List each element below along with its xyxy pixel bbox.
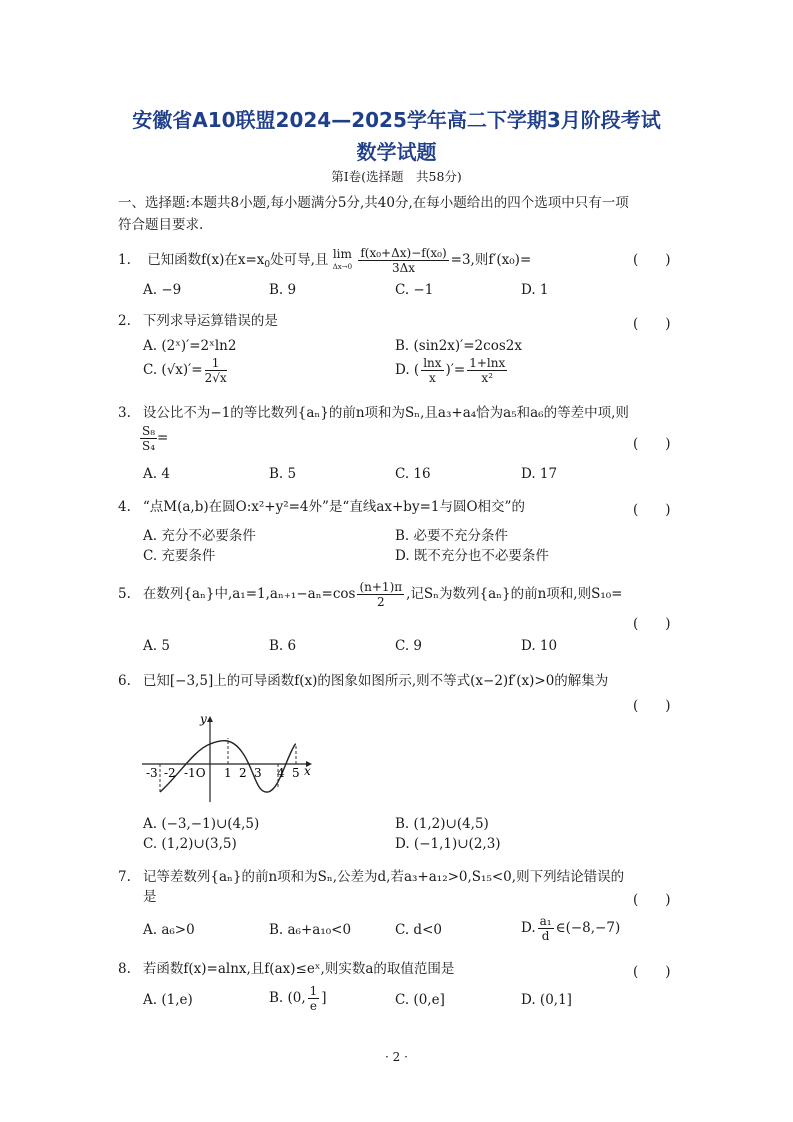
q6-text: 已知[−3,5]上的可导函数f(x)的图象如图所示,则不等式(x−2)f′(x)>0的解集为: [142, 673, 609, 689]
q2-answer-paren: ( ): [633, 316, 671, 332]
q3-option-b: B. 5: [269, 466, 297, 482]
q6-option-c: C. (1,2)∪(3,5): [143, 836, 237, 852]
q8-option-b: B. (0, $\frac{1}{e}$ ]: [269, 984, 327, 1013]
q1-option-c: C. −1: [395, 282, 434, 298]
q2-option-b: B. (sin2x)′=2cos2x: [395, 338, 522, 354]
q5-answer-paren: ( ): [633, 616, 671, 632]
q2-number: 2.: [118, 313, 131, 329]
q4-answer-paren: ( ): [633, 502, 671, 518]
tick-label-minus2: -2: [164, 766, 176, 780]
q7-number: 7.: [118, 869, 131, 885]
q6-option-a: A. (−3,−1)∪(4,5): [143, 816, 260, 832]
q8-option-c: C. (0,e]: [395, 992, 445, 1008]
question-5-stem: [118, 580, 622, 609]
q7-text-line1: 记等差数列{aₙ}的前n项和为Sₙ,公差为d,若a₃+a₁₂>0,S₁₅<0,则下列结论错误的: [142, 869, 625, 885]
q3-number: 3.: [118, 405, 131, 421]
q3-option-d: D. 17: [521, 466, 558, 482]
question-1-stem: [118, 246, 531, 277]
q4-option-c: C. 充要条件: [143, 548, 216, 564]
q8-answer-paren: ( ): [633, 964, 671, 980]
q2-text: 下列求导运算错误的是: [142, 313, 278, 329]
q7-option-b: B. a₆+a₁₀<0: [269, 922, 352, 938]
question-6-stem: [118, 672, 608, 690]
q4-option-b: B. 必要不充分条件: [395, 528, 509, 544]
q1-option-b: B. 9: [269, 282, 297, 298]
q3-answer-paren: ( ): [633, 436, 671, 452]
tick-label-3: 3: [254, 766, 262, 780]
q5-option-a: A. 5: [143, 638, 170, 654]
q5-option-c: C. 9: [395, 638, 423, 654]
q7-option-c: C. d<0: [395, 922, 442, 938]
q1-sub: 0: [264, 260, 271, 270]
q7-option-d: D. $\frac{\text{a₁}}{d}$ ∈(−8,−7): [521, 914, 621, 943]
q3-option-a: A. 4: [143, 466, 170, 482]
q2-option-c: C. (√x)′= $\frac{1}{2√x}$: [143, 356, 227, 385]
q2-option-a: A. (2ˣ)′=2ˣln2: [143, 338, 237, 354]
q1-text-pre: 已知函数f(x)在x=x: [147, 252, 265, 268]
q5-text-pre: 在数列{aₙ}中,a₁=1,aₙ₊₁−aₙ=cos: [142, 586, 356, 602]
tick-label-minus1-origin: -1O: [184, 766, 206, 780]
title-line-2: 数学试题: [356, 140, 437, 164]
q7-text-line2: 是: [143, 889, 157, 905]
title-line-1: 安徽省A10联盟2024—2025学年高二下学期3月阶段考试: [132, 108, 661, 132]
q4-text: “点M(a,b)在圆O:x²+y²=4外”是“直线ax+by=1与圆O相交”的: [142, 499, 525, 515]
q8-option-d: D. (0,1]: [521, 992, 572, 1008]
q6-number: 6.: [118, 673, 131, 689]
q6-option-d: D. (−1,1)∪(2,3): [395, 836, 501, 852]
q3-option-c: C. 16: [395, 466, 431, 482]
q1-limit: lim Δx→0: [332, 246, 353, 271]
y-axis-arrow: [207, 716, 213, 722]
q5-option-d: D. 10: [521, 638, 558, 654]
tick-label-5: 5: [292, 766, 300, 780]
q1-option-d: D. 1: [521, 282, 549, 298]
q4-option-a: A. 充分不必要条件: [143, 528, 256, 544]
q4-number: 4.: [118, 499, 131, 515]
q1-number: 1.: [118, 252, 131, 268]
instructions-line-2: 符合题目要求.: [118, 217, 204, 233]
tick-label-minus3: -3: [146, 766, 158, 780]
question-3-stem: [118, 404, 629, 422]
x-axis-label: x: [304, 764, 311, 778]
question-7-stem: [118, 868, 624, 886]
q7-answer-paren: ( ): [633, 892, 671, 908]
q1-text-mid: 处可导,且: [270, 252, 329, 268]
q6-option-b: B. (1,2)∪(4,5): [395, 816, 489, 832]
question-2-stem: [118, 312, 278, 330]
q2-option-d: D. ( $\frac{\ln x}{x}$ )′= $\frac{1+\ln x}{\text{x²}}$: [395, 356, 506, 385]
q5-number: 5.: [118, 586, 131, 602]
question-8-stem: [118, 960, 454, 978]
q8-text: 若函数f(x)=alnx,且f(ax)≤eˣ,则实数a的取值范围是: [142, 961, 455, 977]
tick-label-4: 4: [277, 766, 285, 780]
q5-text-post: ,记Sₙ为数列{aₙ}的前n项和,则S₁₀=: [406, 586, 623, 602]
q8-number: 8.: [118, 961, 131, 977]
q1-option-a: A. −9: [143, 282, 182, 298]
page-number: · 2 ·: [385, 1050, 408, 1064]
q1-fraction: $\frac{\text{f(x₀+Δx)−f(x₀)}}{3\Delta x}$: [360, 246, 447, 275]
q7-option-a: A. a₆>0: [143, 922, 195, 938]
q1-text-post: =3,则f′(x₀)=: [450, 252, 532, 268]
question-4-stem: [118, 498, 525, 516]
y-axis-label: y: [200, 712, 207, 726]
tick-label-1: 1: [224, 766, 232, 780]
q5-option-b: B. 6: [269, 638, 297, 654]
q6-answer-paren: ( ): [633, 698, 671, 714]
tick-label-2: 2: [239, 766, 247, 780]
q4-option-d: D. 既不充分也不必要条件: [395, 548, 549, 564]
q1-answer-paren: ( ): [633, 252, 671, 268]
q8-option-a: A. (1,e): [143, 992, 193, 1008]
q3-text: 设公比不为−1的等比数列{aₙ}的前n项和为Sₙ,且a₃+a₄恰为a₅和a₆的等差中项,则: [142, 405, 629, 421]
instructions-line-1: 一、选择题:本题共8小题,每小题满分5分,共40分,在每小题给出的四个选项中只有一项: [118, 195, 629, 211]
q6-function-graph: [138, 708, 328, 808]
section-header: 第Ⅰ卷(选择题 共58分): [331, 169, 462, 184]
q3-fraction: $\frac{\text{S₈}}{\text{S₄}}$ =: [142, 424, 169, 453]
q5-fraction: $\frac{(n+1)\pi}{2}$: [359, 580, 403, 609]
